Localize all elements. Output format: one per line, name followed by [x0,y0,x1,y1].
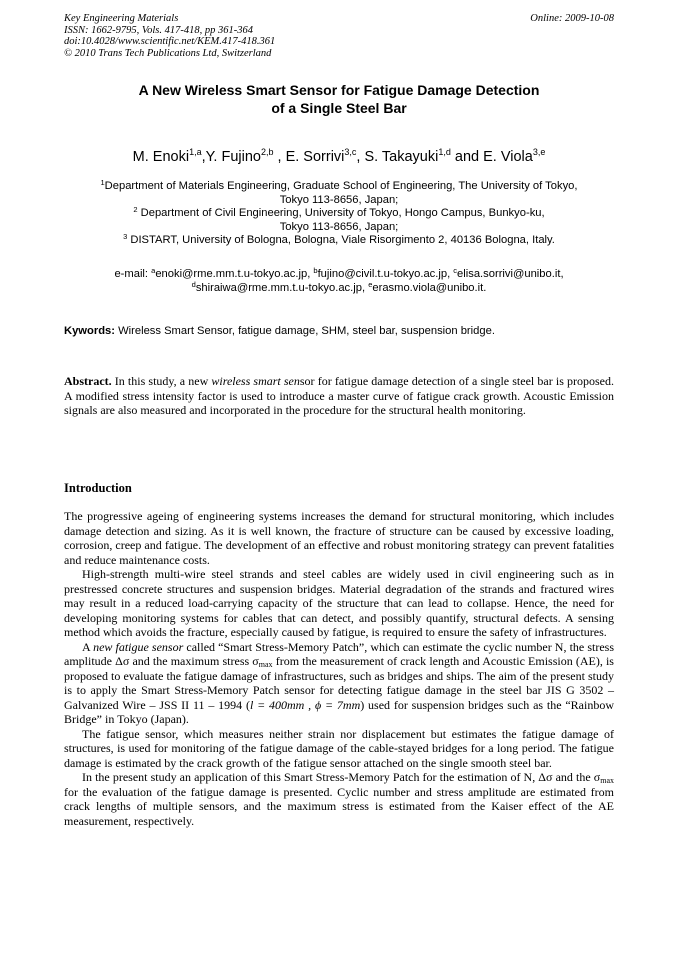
affiliation-text: Department of Civil Engineering, University of Tokyo, Hongo Campus, Bunkyo-ku, [137,207,545,220]
email-sup: c [453,266,458,275]
abstract-label: Abstract. [64,374,112,388]
paragraph-text: ) used for suspension bridges such as the “Rainbow Bridge” in Tokyo (Japan). [64,697,615,726]
subscript: max [258,660,273,669]
paragraph-text: In the present study an application of this Smart Stress-Memory Patch for the estimation of N, Δσ and the σ [82,770,601,784]
author-name: S. Takayuki [360,149,439,165]
affiliation-number: 3 [123,232,128,242]
author-name: E. Sorrivi [281,149,345,165]
abstract-emphasis: wireless smart sen [211,374,300,388]
subscript: max [600,776,614,785]
paragraph: The progressive ageing of engineering systems increases the demand for structural monitoring, which includes damage detection and sizing. As it is well known, the fracture of structure can be caused by excessive loading, corrosion, creep and fatigue. The development of an effective and robust monitoring strategy can prevent fatalities and reduce maintenance costs. [64,509,614,567]
author-separator: , [273,149,282,165]
author-name: M. Enoki [132,149,190,165]
email-link[interactable]: enoki@rme.mm.t.u-tokyo.ac.jp [155,268,308,280]
affiliation-text: Department of Materials Engineering, Graduate School of Engineering, The University of Tokyo, [104,180,578,192]
journal-doi[interactable]: doi:10.4028/www.scientific.net/KEM.417-418.361 [64,36,276,47]
email-link[interactable]: elisa.sorrivi@unibo.it [457,268,561,280]
author-affil-sup: 1,d [438,147,451,157]
email-sup: b [313,266,318,275]
paragraph [64,640,614,727]
author-list [40,147,638,167]
affiliation-number: 1 [100,178,105,187]
paragraph-text: for the evaluation of the fatigue damage is presented. Cyclic number and stress amplitude are estimated from crack lengths of multiple sensors, and the maximum stress is estimated from the Kaiser effect of the AE measurement, respectively. [64,784,614,828]
email-link[interactable]: erasmo.viola@unibo.it [372,282,484,294]
affiliation-number: 2 [133,205,138,215]
keywords-label: Kywords: [64,325,115,337]
email-label: e-mail: [114,268,152,280]
affiliation-2 [50,207,628,221]
affiliations [50,180,628,248]
affiliation-text: Tokyo 113-8656, Japan; [279,193,399,206]
affiliation-text: Tokyo 113-8656, Japan; [279,220,399,233]
section-heading: Introduction [64,481,132,495]
journal-name: Key Engineering Materials [64,13,179,24]
affiliation-1 [50,180,628,194]
paragraph-text: A [82,639,94,654]
journal-issn: ISSN: 1662-9795, Vols. 417-418, pp 361-364 [64,24,253,36]
paragraph-emphasis: new fatigue sensor [93,639,184,654]
abstract-text: sor for fatigue damage detection of a single steel bar is proposed. A modified stress intensity factor is used to introduce a master curve of fatigue crack growth. Acoustic Emission signals are also measured and incorporated in the procedure for the structural health monitoring. [64,374,614,417]
paragraph: The fatigue sensor, which measures neither strain nor displacement but estimates the fatigue damage of structures, is used for monitoring of the fatigue damage of the cable-stayed bridges for a long period. The fatigue damage is estimated by the crack growth of the fatigue sensor attached on the single smooth steel bar. [64,726,614,770]
email-link[interactable]: shiraiwa@rme.mm.t.u-tokyo.ac.jp [195,282,362,294]
paragraph-text: from the measurement of crack length and Acoustic Emission (AE), is proposed to evaluate the fatigue damage of infrastructures, such as bridges and ships. The aim of the present study is to apply the Smart Stress-Memory Patch sensor for detecting fatigue damage in the steel bar JIS G 3502 – Galvanized Wire – JSS II 11 – 1994 ( [64,654,614,712]
introduction-body [64,509,614,828]
email-block: e-mail: $^a$enoki@rme.mm.t.u-tokyo.ac.jp, $^b$fujino@civil.t.u-tokyo.ac.jp, $^c$elisa.sorrivi@unibo.it, $^d$shiraiwa@rme.mm.t.u-tokyo.ac.jp, $^e$erasmo.viola@unibo.it. [114,266,564,294]
paragraph-text: called “Smart Stress-Memory Patch”, which can estimate the cyclic number N, the stress amplitude Δσ and the maximum stress σ [64,639,614,668]
author-name: Y. Fujino [205,149,261,165]
paragraph: High-strength multi-wire steel strands and steel cables are widely used in civil engineering such as in prestressed concrete structures and suspension bridges. Material degradation of the strands and fractured wires may result in a reduced load-carrying capacity of the structure that can lead to collapse. Hence, the need for developing monitoring systems for cables that can detect, and possibly quantify, structural defects. A sensing method which avoids the fracture, especially caused by fatigue, is required to ensure the safety of infrastructures. [64,567,614,639]
email-sup: a [151,266,156,275]
author-affil-sup: 3,c [344,147,357,157]
author-separator: , [356,149,361,165]
author-separator: , [201,149,206,165]
title-line-2: of a Single Steel Bar [271,100,407,116]
email-sup: d [191,280,196,289]
abstract-text: In this study, a new [111,374,212,388]
journal-copyright: © 2010 Trans Tech Publications Ltd, Switzerland [64,47,272,59]
title-line-1: A New Wireless Smart Sensor for Fatigue Damage Detection [138,82,540,98]
keywords [64,324,614,338]
author-affil-sup: 1,a [189,147,202,157]
online-date: Online: 2009-10-08 [530,13,614,24]
paper-title [64,81,614,117]
journal-header [64,13,275,59]
affiliation-text: DISTART, University of Bologna, Bologna, Viale Risorgimento 2, 40136 Bologna, Italy. [127,234,555,247]
author-affil-sup: 2,b [260,147,274,157]
author-name: and E. Viola [450,149,533,165]
email-link[interactable]: fujino@civil.t.u-tokyo.ac.jp [317,268,448,280]
email-sup: e [368,280,373,289]
paragraph [64,770,614,828]
keywords-text: Wireless Smart Sensor, fatigue damage, SHM, steel bar, suspension bridge. [114,325,495,337]
abstract [64,374,614,418]
inline-math: l = 400mm , ϕ = 7mm [249,697,361,712]
author-affil-sup: 3,e [532,147,546,157]
affiliation-3 [50,234,628,248]
